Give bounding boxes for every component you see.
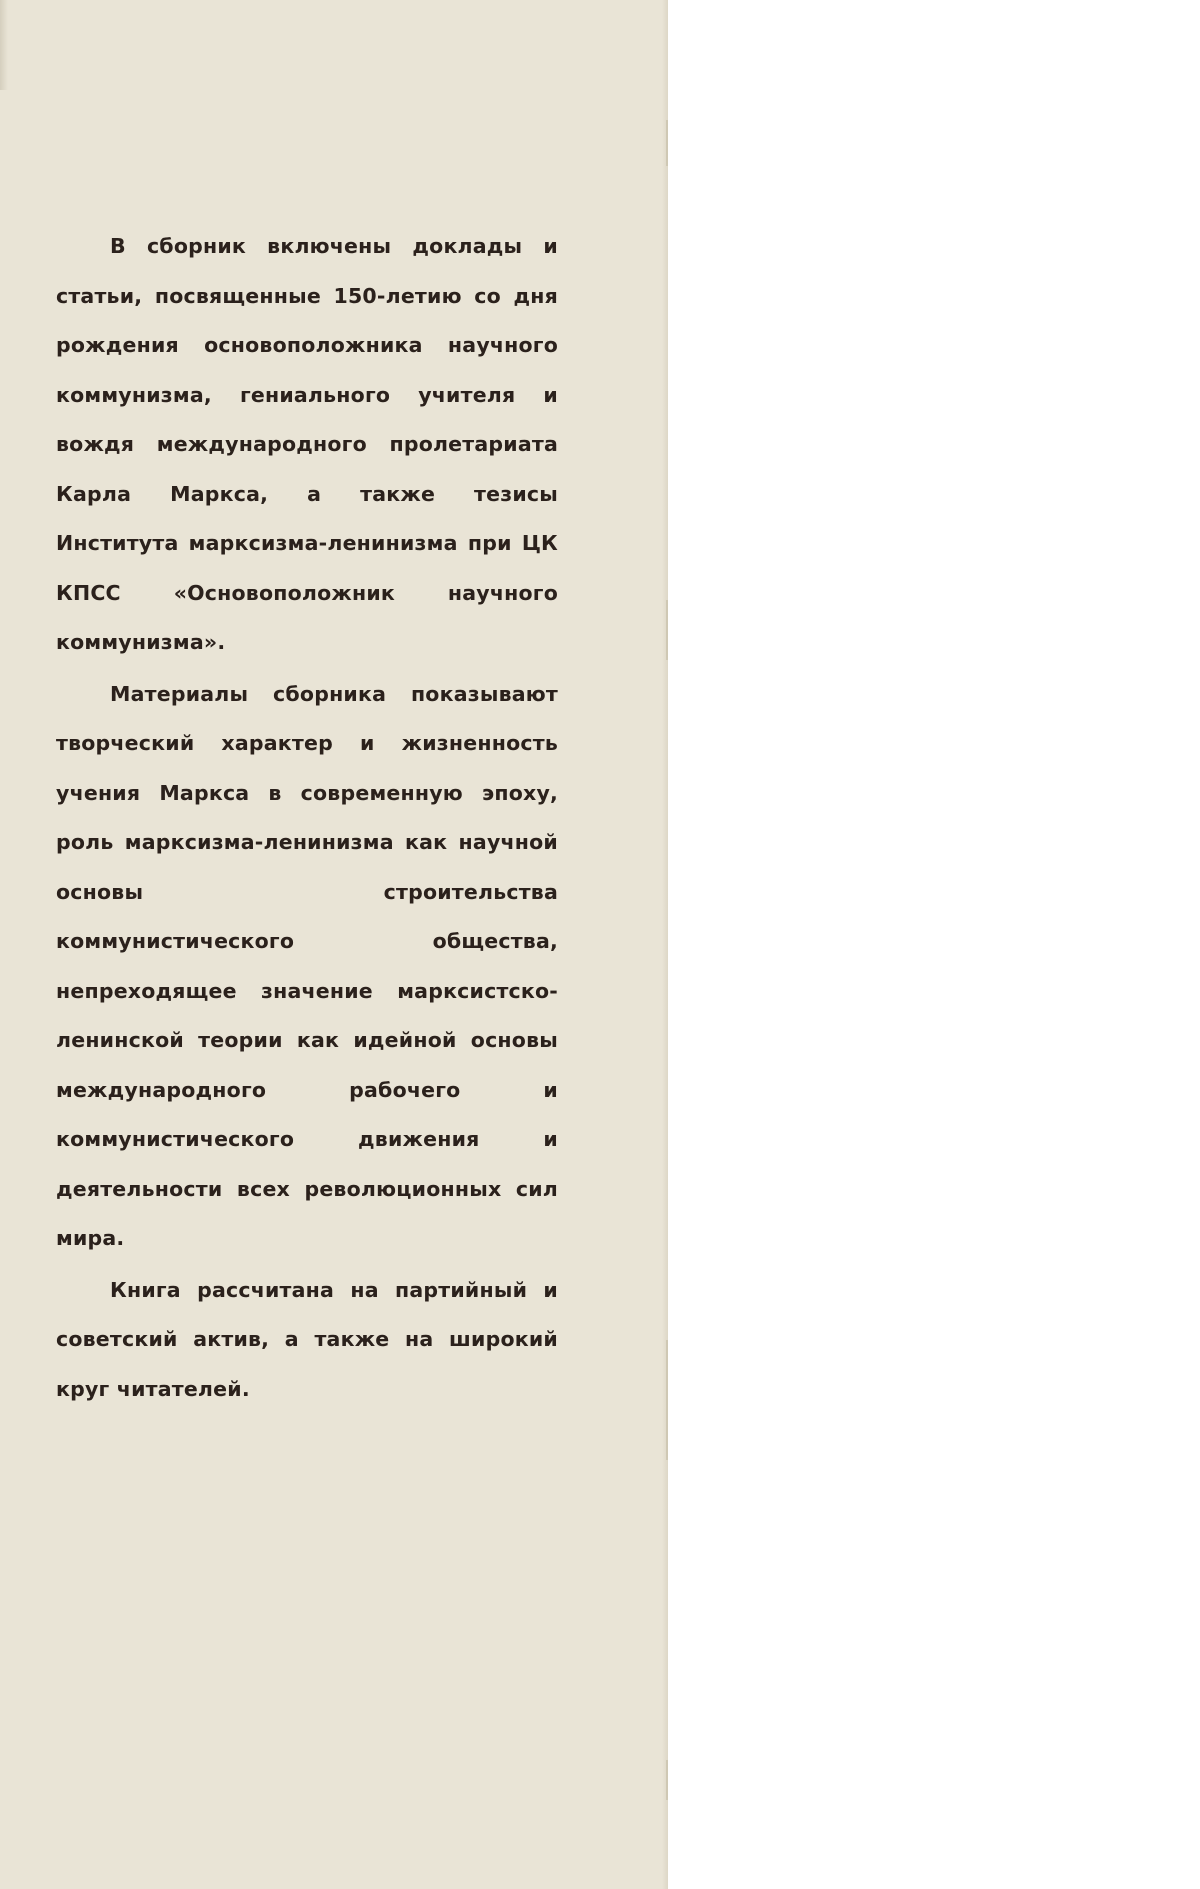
page-edge-mark <box>666 1340 668 1460</box>
annotation-paragraph-contents: В сборник включены доклады и статьи, посвященные 150-летию со дня рождения основоположника научного коммунизма, гениального учителя и вождя международного пролетариата Карла Маркса, а также тезисы Института марксизма-ленинизма при ЦК КПСС «Основоположник научного коммунизма». <box>56 234 558 654</box>
book-annotation <box>56 222 558 1416</box>
page-corner-shade <box>0 0 8 90</box>
page-edge-mark <box>666 120 668 166</box>
page-edge-mark <box>666 600 668 660</box>
annotation-paragraph-significance: Материалы сборника показывают творческий характер и жизненность учения Маркса в современную эпоху, роль марксизма-ленинизма как научной основы строительства коммунистического общества, непреходящее значение марксистско-ленинской теории как идейной основы международного рабочего и коммунистического движения и деятельности всех революционных сил мира. <box>56 681 558 1250</box>
page-right-edge <box>662 0 668 1889</box>
annotation-paragraph-audience: Книга рассчитана на партийный и советский актив, а также на широкий круг читателей. <box>56 1277 558 1401</box>
page-edge-mark <box>666 1760 668 1800</box>
